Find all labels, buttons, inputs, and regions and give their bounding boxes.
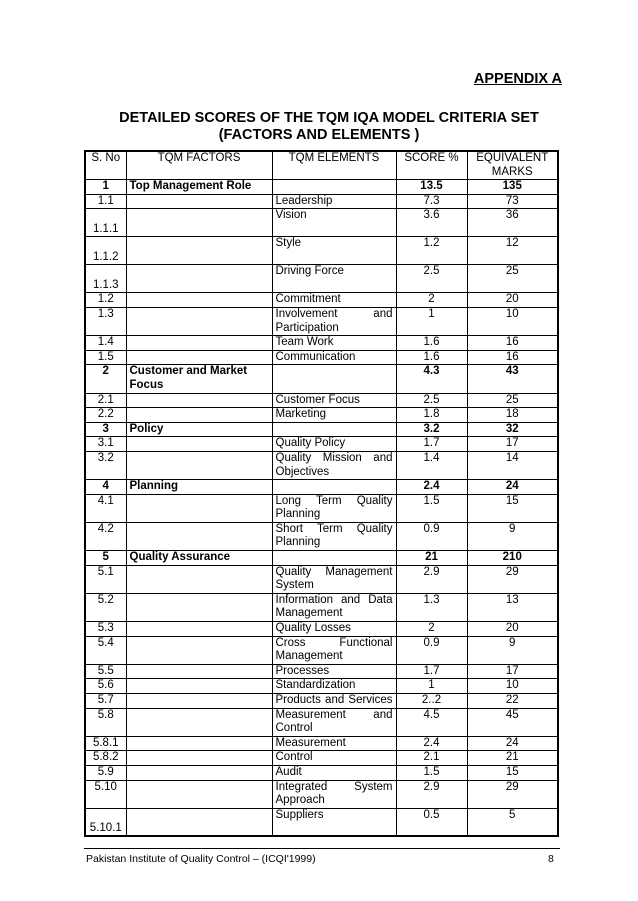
appendix-heading: APPENDIX A bbox=[473, 71, 562, 87]
table-row bbox=[85, 480, 558, 495]
row-marks: 25 bbox=[467, 393, 558, 408]
row-sno: 1.2 bbox=[85, 293, 126, 308]
row-sno: 5.10 bbox=[85, 780, 126, 808]
row-factor bbox=[126, 522, 272, 550]
row-score: 1.7 bbox=[396, 437, 467, 452]
header-marks: EQUIVALENT MARKS bbox=[467, 151, 558, 180]
row-factor bbox=[126, 622, 272, 637]
row-score: 2.9 bbox=[396, 565, 467, 593]
table-row bbox=[85, 293, 558, 308]
row-marks: 10 bbox=[467, 679, 558, 694]
row-factor bbox=[126, 636, 272, 664]
table-row bbox=[85, 593, 558, 621]
row-marks: 24 bbox=[467, 480, 558, 495]
table-row bbox=[85, 422, 558, 437]
row-sno: 5 bbox=[85, 551, 126, 566]
table-row bbox=[85, 622, 558, 637]
row-element: Marketing bbox=[272, 408, 396, 423]
row-element bbox=[272, 180, 396, 195]
row-element: Audit bbox=[272, 765, 396, 780]
table-row bbox=[85, 437, 558, 452]
row-element: Information and Data Management bbox=[272, 593, 396, 621]
row-score: 1.8 bbox=[396, 408, 467, 423]
row-sno: 5.5 bbox=[85, 664, 126, 679]
row-marks: 17 bbox=[467, 664, 558, 679]
row-sno: 5.4 bbox=[85, 636, 126, 664]
row-factor bbox=[126, 408, 272, 423]
row-factor bbox=[126, 765, 272, 780]
row-score: 21 bbox=[396, 551, 467, 566]
row-sno: 5.8 bbox=[85, 708, 126, 736]
row-score: 2.5 bbox=[396, 393, 467, 408]
row-marks: 36 bbox=[467, 209, 558, 237]
row-element bbox=[272, 422, 396, 437]
row-factor bbox=[126, 694, 272, 709]
header-factors: TQM FACTORS bbox=[126, 151, 272, 180]
table-row bbox=[85, 765, 558, 780]
row-factor bbox=[126, 664, 272, 679]
row-sno: 5.1 bbox=[85, 565, 126, 593]
row-marks: 20 bbox=[467, 293, 558, 308]
row-sno: 1 bbox=[85, 180, 126, 195]
table-row bbox=[85, 751, 558, 766]
row-sno: 1.3 bbox=[85, 307, 126, 335]
row-score: 1 bbox=[396, 679, 467, 694]
row-marks: 9 bbox=[467, 636, 558, 664]
row-factor bbox=[126, 451, 272, 479]
row-score: 1.4 bbox=[396, 451, 467, 479]
row-marks: 73 bbox=[467, 194, 558, 209]
row-marks: 12 bbox=[467, 237, 558, 265]
row-element: Driving Force bbox=[272, 265, 396, 293]
row-factor bbox=[126, 751, 272, 766]
row-element: Products and Services bbox=[272, 694, 396, 709]
row-element bbox=[272, 365, 396, 393]
row-marks: 22 bbox=[467, 694, 558, 709]
row-element: Involvement and Participation bbox=[272, 307, 396, 335]
row-element: Communication bbox=[272, 350, 396, 365]
row-element: Suppliers bbox=[272, 808, 396, 836]
row-score: 7.3 bbox=[396, 194, 467, 209]
row-score: 2.4 bbox=[396, 480, 467, 495]
row-element: Style bbox=[272, 237, 396, 265]
row-score: 0.5 bbox=[396, 808, 467, 836]
row-score: 1.5 bbox=[396, 494, 467, 522]
table-row bbox=[85, 494, 558, 522]
row-marks: 17 bbox=[467, 437, 558, 452]
table-row bbox=[85, 408, 558, 423]
row-element: Quality Mission and Objectives bbox=[272, 451, 396, 479]
row-sno: 5.2 bbox=[85, 593, 126, 621]
table-row bbox=[85, 265, 558, 293]
row-marks: 24 bbox=[467, 736, 558, 751]
row-marks: 20 bbox=[467, 622, 558, 637]
row-factor bbox=[126, 293, 272, 308]
row-score: 2 bbox=[396, 622, 467, 637]
row-sno: 2.1 bbox=[85, 393, 126, 408]
row-score: 2.5 bbox=[396, 265, 467, 293]
document-subtitle: (FACTORS AND ELEMENTS ) bbox=[218, 127, 420, 143]
row-factor bbox=[126, 808, 272, 836]
row-element: Control bbox=[272, 751, 396, 766]
table-body bbox=[85, 180, 558, 837]
row-element: Quality Losses bbox=[272, 622, 396, 637]
row-marks: 21 bbox=[467, 751, 558, 766]
row-sno: 1.1 bbox=[85, 194, 126, 209]
row-element: Quality Management System bbox=[272, 565, 396, 593]
row-factor bbox=[126, 265, 272, 293]
row-sno: 1.4 bbox=[85, 336, 126, 351]
row-factor bbox=[126, 209, 272, 237]
row-sno: 5.6 bbox=[85, 679, 126, 694]
table-row bbox=[85, 522, 558, 550]
table-row bbox=[85, 736, 558, 751]
row-factor bbox=[126, 307, 272, 335]
row-score: 0.9 bbox=[396, 636, 467, 664]
table-row bbox=[85, 336, 558, 351]
row-factor bbox=[126, 437, 272, 452]
row-sno: 1.1.1 bbox=[85, 209, 126, 237]
row-factor bbox=[126, 237, 272, 265]
row-marks: 45 bbox=[467, 708, 558, 736]
row-sno: 1.1.2 bbox=[85, 237, 126, 265]
row-marks: 13 bbox=[467, 593, 558, 621]
row-element: Leadership bbox=[272, 194, 396, 209]
row-element: Processes bbox=[272, 664, 396, 679]
row-element bbox=[272, 551, 396, 566]
row-factor: Quality Assurance bbox=[126, 551, 272, 566]
page-number: 8 bbox=[548, 853, 554, 865]
row-factor bbox=[126, 593, 272, 621]
row-factor: Customer and Market Focus bbox=[126, 365, 272, 393]
table-row bbox=[85, 350, 558, 365]
row-sno: 5.7 bbox=[85, 694, 126, 709]
row-score: 2 bbox=[396, 293, 467, 308]
row-sno: 5.10.1 bbox=[85, 808, 126, 836]
row-factor bbox=[126, 494, 272, 522]
row-factor bbox=[126, 350, 272, 365]
row-score: 1.6 bbox=[396, 350, 467, 365]
row-marks: 16 bbox=[467, 336, 558, 351]
row-sno: 4.1 bbox=[85, 494, 126, 522]
row-factor bbox=[126, 679, 272, 694]
row-sno: 1.1.3 bbox=[85, 265, 126, 293]
row-element: Long Term Quality Planning bbox=[272, 494, 396, 522]
row-score: 0.9 bbox=[396, 522, 467, 550]
row-element: Customer Focus bbox=[272, 393, 396, 408]
row-marks: 29 bbox=[467, 780, 558, 808]
row-factor bbox=[126, 780, 272, 808]
row-element: Team Work bbox=[272, 336, 396, 351]
row-score: 2.9 bbox=[396, 780, 467, 808]
table-row bbox=[85, 209, 558, 237]
row-element: Cross Functional Management bbox=[272, 636, 396, 664]
table-row bbox=[85, 664, 558, 679]
row-sno: 2 bbox=[85, 365, 126, 393]
table-row bbox=[85, 565, 558, 593]
row-marks: 25 bbox=[467, 265, 558, 293]
row-marks: 16 bbox=[467, 350, 558, 365]
row-marks: 10 bbox=[467, 307, 558, 335]
row-score: 1.3 bbox=[396, 593, 467, 621]
header-score: SCORE % bbox=[396, 151, 467, 180]
row-marks: 32 bbox=[467, 422, 558, 437]
header-sno: S. No bbox=[85, 151, 126, 180]
table-row bbox=[85, 679, 558, 694]
table-row bbox=[85, 780, 558, 808]
row-element: Measurement and Control bbox=[272, 708, 396, 736]
row-factor: Top Management Role bbox=[126, 180, 272, 195]
row-score: 1.5 bbox=[396, 765, 467, 780]
row-element: Vision bbox=[272, 209, 396, 237]
row-sno: 4.2 bbox=[85, 522, 126, 550]
row-element: Integrated System Approach bbox=[272, 780, 396, 808]
row-score: 1 bbox=[396, 307, 467, 335]
table-row bbox=[85, 180, 558, 195]
table-row bbox=[85, 194, 558, 209]
document-title: DETAILED SCORES OF THE TQM IQA MODEL CRITERIA SET bbox=[119, 110, 539, 126]
row-score: 4.5 bbox=[396, 708, 467, 736]
row-element bbox=[272, 480, 396, 495]
row-score: 3.2 bbox=[396, 422, 467, 437]
row-element: Commitment bbox=[272, 293, 396, 308]
row-element: Short Term Quality Planning bbox=[272, 522, 396, 550]
row-marks: 18 bbox=[467, 408, 558, 423]
scores-table bbox=[84, 150, 559, 837]
row-marks: 15 bbox=[467, 765, 558, 780]
row-sno: 5.8.2 bbox=[85, 751, 126, 766]
row-marks: 14 bbox=[467, 451, 558, 479]
row-sno: 3.2 bbox=[85, 451, 126, 479]
row-marks: 210 bbox=[467, 551, 558, 566]
row-element: Quality Policy bbox=[272, 437, 396, 452]
row-score: 2.4 bbox=[396, 736, 467, 751]
row-score: 1.6 bbox=[396, 336, 467, 351]
row-sno: 3 bbox=[85, 422, 126, 437]
row-score: 2.1 bbox=[396, 751, 467, 766]
row-marks: 29 bbox=[467, 565, 558, 593]
table-header-row bbox=[85, 151, 558, 180]
table-row bbox=[85, 451, 558, 479]
footer-rule bbox=[84, 848, 560, 849]
header-elements: TQM ELEMENTS bbox=[272, 151, 396, 180]
table-row bbox=[85, 694, 558, 709]
row-marks: 15 bbox=[467, 494, 558, 522]
row-sno: 5.8.1 bbox=[85, 736, 126, 751]
table-row bbox=[85, 551, 558, 566]
row-factor: Policy bbox=[126, 422, 272, 437]
row-score: 13.5 bbox=[396, 180, 467, 195]
table-row bbox=[85, 307, 558, 335]
row-sno: 1.5 bbox=[85, 350, 126, 365]
row-sno: 3.1 bbox=[85, 437, 126, 452]
row-sno: 2.2 bbox=[85, 408, 126, 423]
row-sno: 4 bbox=[85, 480, 126, 495]
row-marks: 43 bbox=[467, 365, 558, 393]
row-score: 4.3 bbox=[396, 365, 467, 393]
row-factor: Planning bbox=[126, 480, 272, 495]
row-marks: 9 bbox=[467, 522, 558, 550]
row-marks: 135 bbox=[467, 180, 558, 195]
row-score: 1.7 bbox=[396, 664, 467, 679]
table-row bbox=[85, 393, 558, 408]
row-factor bbox=[126, 393, 272, 408]
footer-text: Pakistan Institute of Quality Control – (ICQI'1999) bbox=[86, 853, 316, 865]
table-row bbox=[85, 237, 558, 265]
row-element: Standardization bbox=[272, 679, 396, 694]
row-score: 3.6 bbox=[396, 209, 467, 237]
row-sno: 5.3 bbox=[85, 622, 126, 637]
row-score: 1.2 bbox=[396, 237, 467, 265]
table-row bbox=[85, 365, 558, 393]
row-marks: 5 bbox=[467, 808, 558, 836]
row-factor bbox=[126, 194, 272, 209]
row-sno: 5.9 bbox=[85, 765, 126, 780]
row-element: Measurement bbox=[272, 736, 396, 751]
table-row bbox=[85, 808, 558, 836]
row-factor bbox=[126, 336, 272, 351]
row-factor bbox=[126, 565, 272, 593]
table-row bbox=[85, 636, 558, 664]
row-factor bbox=[126, 708, 272, 736]
row-score: 2..2 bbox=[396, 694, 467, 709]
row-factor bbox=[126, 736, 272, 751]
table-row bbox=[85, 708, 558, 736]
